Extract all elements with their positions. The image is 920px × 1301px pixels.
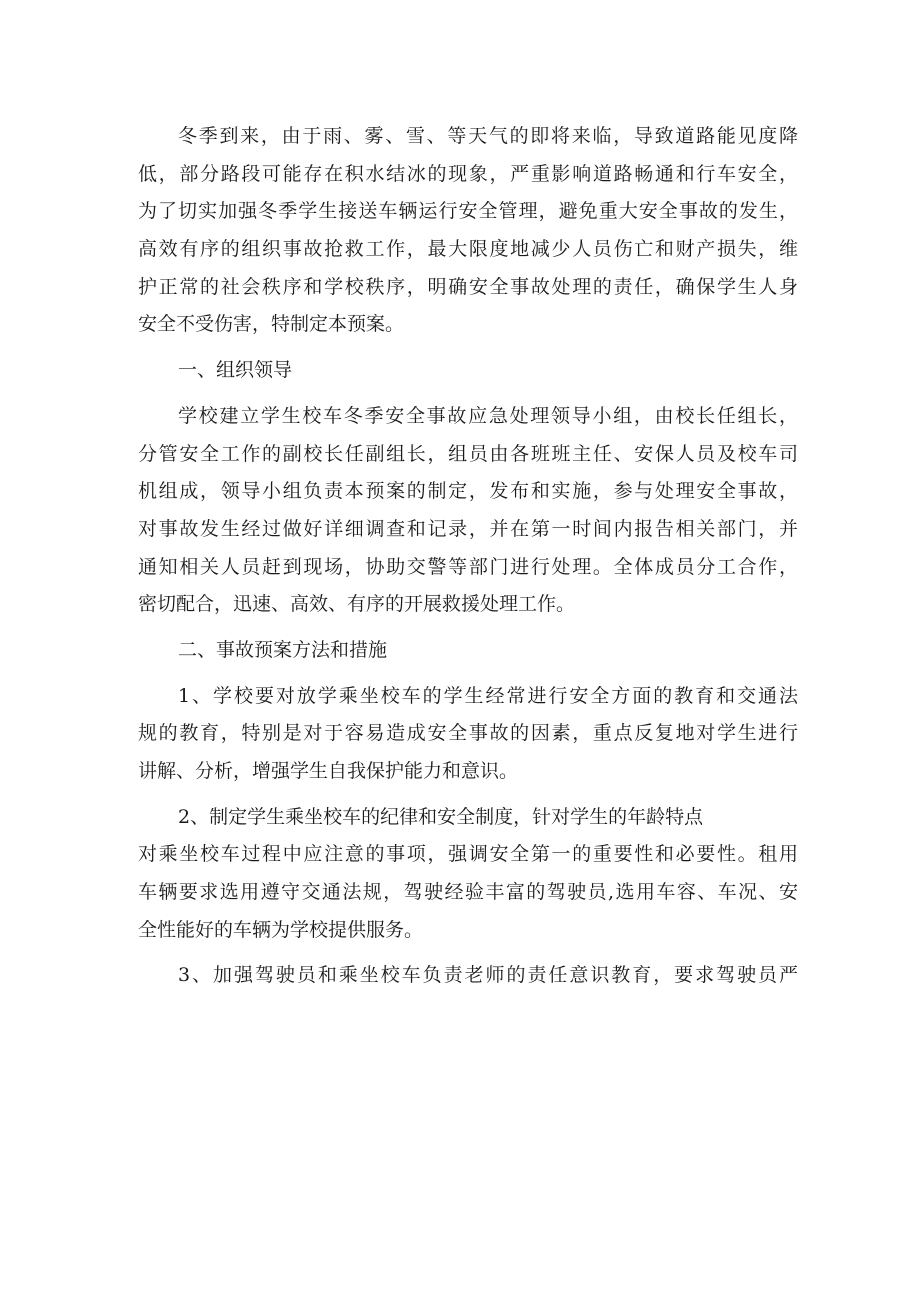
intro-line: 低，部分路段可能存在积水结冰的现象，严重影响道路畅通和行车安全，: [138, 162, 798, 185]
section1-line: 分管安全工作的副校长任副组长，组员由各班班主任、安保人员及校车司: [138, 442, 798, 465]
intro-line: 安全不受伤害，特制定本预案。: [138, 313, 405, 336]
section1-line: 密切配合，迅速、高效、有序的开展救援处理工作。: [138, 593, 576, 616]
item2-line: 2、制定学生乘坐校车的纪律和安全制度，针对学生的年龄特点: [178, 805, 704, 828]
section2-heading: 二、事故预案方法和措施: [178, 638, 388, 661]
paragraph-gap: [138, 344, 798, 352]
item1-line: 1、学校要对放学乘坐校车的学生经常进行安全方面的教育和交通法: [178, 684, 798, 707]
paragraph-gap: [138, 670, 798, 678]
item2-line: 对乘坐校车过程中应注意的事项，强调安全第一的重要性和必要性。租用: [138, 843, 798, 866]
item2-line: 全性能好的车辆为学校提供服务。: [138, 918, 424, 941]
paragraph-gap: [138, 949, 798, 957]
item1-line: 讲解、分析，增强学生自我保护能力和意识。: [138, 760, 519, 782]
item1-line: 规的教育，特别是对于容易造成安全事故的因素，重点反复地对学生进行: [138, 722, 798, 745]
intro-line: 为了切实加强冬季学生接送车辆运行安全管理，避免重大安全事故的发生，: [138, 200, 798, 223]
section1-line: 学校建立学生校车冬季安全事故应急处理领导小组，由校长任组长，: [178, 404, 798, 427]
section1-line: 机组成，领导小组负责本预案的制定，发布和实施，参与处理安全事故，: [138, 480, 798, 503]
intro-line: 护正常的社会秩序和学校秩序，明确安全事故处理的责任，确保学生人身: [138, 275, 798, 298]
section1-line: 通知相关人员赶到现场，协助交警等部门进行处理。全体成员分工合作，: [138, 555, 798, 578]
intro-line: 高效有序的组织事故抢救工作，最大限度地减少人员伤亡和财产损失，维: [138, 238, 798, 261]
section1-line: 对事故发生经过做好详细调查和记录，并在第一时间内报告相关部门，并: [138, 517, 798, 540]
paragraph-gap: [138, 390, 798, 398]
section1-heading: 一、组织领导: [178, 359, 293, 382]
paragraph-gap: [138, 791, 798, 799]
paragraph-gap: [138, 624, 798, 632]
document-body: [138, 118, 798, 995]
item2-line: 车辆要求选用遵守交通法规，驾驶经验丰富的驾驶员,选用车容、车况、安: [138, 881, 798, 904]
item3-line: 3、加强驾驶员和乘坐校车负责老师的责任意识教育，要求驾驶员严: [178, 964, 798, 987]
intro-line: 冬季到来，由于雨、雾、雪、等天气的即将来临，导致道路能见度降: [178, 125, 798, 147]
